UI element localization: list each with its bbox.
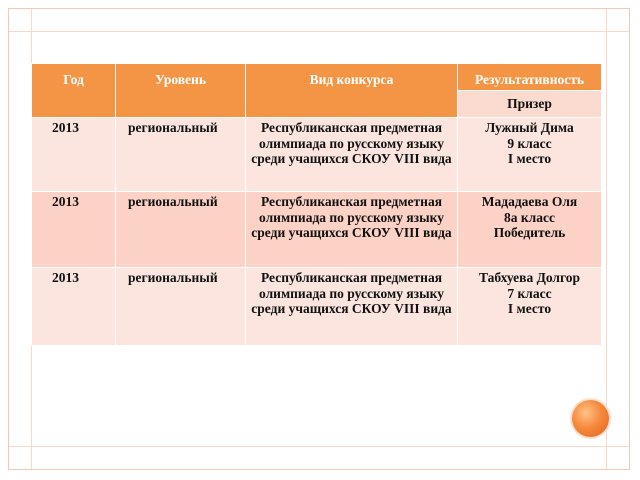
table-header-row: [32, 64, 602, 91]
cell-year: 2013: [32, 118, 116, 192]
result-place: I место: [507, 301, 552, 316]
cell-contest: Республиканская предметная олимпиада по русскому языку среди учащихся СКОУ VIII вида: [246, 268, 458, 346]
result-class: 7 класс: [507, 285, 552, 301]
header-contest: [246, 64, 458, 118]
cell-contest: Республиканская предметная олимпиада по русскому языку среди учащихся СКОУ VIII вида: [246, 192, 458, 268]
cell-result: [458, 118, 602, 192]
cell-level: региональный: [116, 118, 246, 192]
header-level: [116, 64, 246, 118]
header-level-label: Уровень: [155, 72, 206, 87]
subheader-prize: Призер: [458, 91, 602, 118]
result-class: 9 класс: [507, 135, 552, 151]
cell-result: [458, 268, 602, 346]
cell-contest: Республиканская предметная олимпиада по русскому языку среди учащихся СКОУ VIII вида: [246, 118, 458, 192]
cell-level: региональный: [116, 192, 246, 268]
header-result: [458, 64, 602, 91]
orange-orb-icon: [572, 400, 609, 437]
frame-decor-line: [606, 9, 607, 469]
cell-result: [458, 192, 602, 268]
results-table: [31, 63, 602, 346]
result-name: Лужный Дима: [485, 120, 574, 135]
table-row: [32, 268, 602, 346]
header-result-label: Результативность: [474, 72, 584, 87]
header-year: [32, 64, 116, 118]
cell-year: 2013: [32, 192, 116, 268]
cell-level: региональный: [116, 268, 246, 346]
header-year-label: Год: [63, 72, 84, 87]
result-class: 8а класс: [504, 209, 555, 225]
frame-decor-line: [9, 31, 629, 32]
result-name: Табхуева Долгор: [478, 270, 581, 285]
frame-decor-line: [9, 446, 629, 447]
table-row: [32, 118, 602, 192]
cell-year: 2013: [32, 268, 116, 346]
header-contest-label: Вид конкурса: [309, 72, 394, 87]
result-place: I место: [507, 151, 552, 166]
result-name: Мададаева Оля: [481, 194, 578, 209]
table-row: [32, 192, 602, 268]
result-place: Победитель: [493, 225, 566, 240]
